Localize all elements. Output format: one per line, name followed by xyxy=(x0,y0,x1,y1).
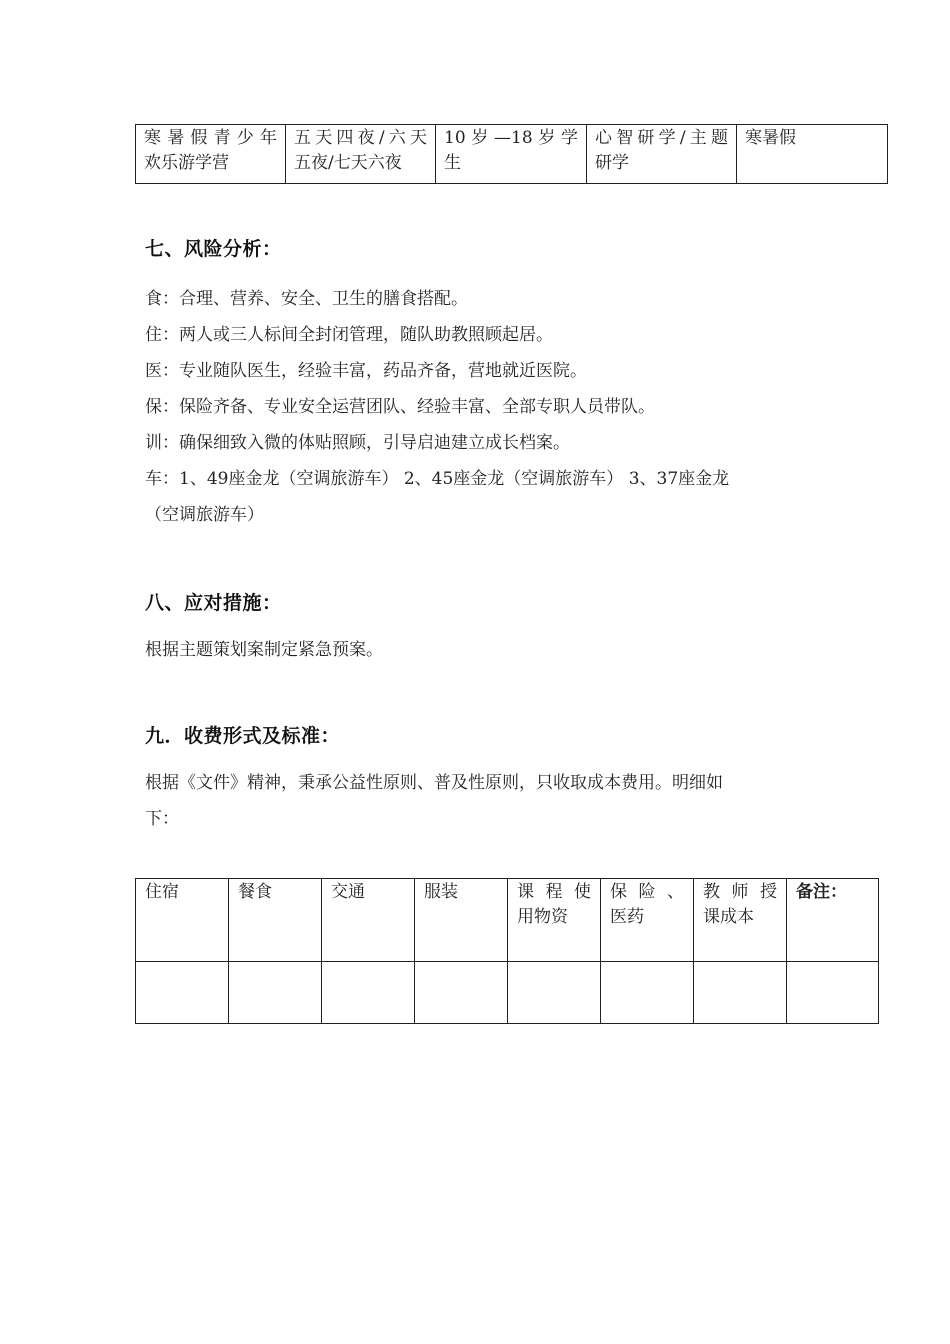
table-cell xyxy=(694,962,787,1024)
cell-line: 医药 xyxy=(610,907,644,927)
cell-line: 教师授 xyxy=(703,882,777,902)
risk-medical-line: 医：专业随队医生，经验丰富，药品齐备，营地就近医院。 xyxy=(145,361,587,381)
cell-line: 服装 xyxy=(424,882,458,902)
cell-line: 欢乐游学营 xyxy=(144,153,229,173)
measures-line: 根据主题策划案制定紧急预案。 xyxy=(145,640,383,660)
table-row xyxy=(136,125,888,184)
cell-line: 寒暑假 xyxy=(745,128,796,148)
table-cell-age xyxy=(436,125,587,184)
risk-lodging-line: 住：两人或三人标间全封闭管理，随队助教照顾起居。 xyxy=(145,325,553,345)
section-7-title: 七、风险分析： xyxy=(145,238,282,260)
risk-food-line: 食：合理、营养、安全、卫生的膳食搭配。 xyxy=(145,289,468,309)
table-cell-theme xyxy=(587,125,737,184)
cell-line: 用物资 xyxy=(517,907,568,927)
cell-line: 寒暑假青少年 xyxy=(144,128,277,148)
section-9-body xyxy=(145,765,805,837)
cell-line: 保险、 xyxy=(610,882,684,902)
cell-line: 五天四夜/六天 xyxy=(294,128,427,148)
cell-line: 餐食 xyxy=(238,882,272,902)
table-cell xyxy=(136,962,229,1024)
cell-line: 研学 xyxy=(595,153,629,173)
section-8-title: 八、应对措施： xyxy=(145,592,282,614)
risk-training-line: 训：确保细致入微的体贴照顾，引导启迪建立成长档案。 xyxy=(145,433,570,453)
cell-line: 生 xyxy=(444,153,461,173)
cell-line: 10岁—18岁学 xyxy=(444,128,578,148)
fee-header-remarks xyxy=(787,879,879,962)
fee-header-insurance xyxy=(601,879,694,962)
fee-header-materials xyxy=(508,879,601,962)
cell-line: 课程使 xyxy=(517,882,591,902)
risk-insurance-line: 保：保险齐备、专业安全运营团队、经验丰富、全部专职人员带队。 xyxy=(145,397,655,417)
fee-header-clothing xyxy=(415,879,508,962)
fee-intro-line: 根据《文件》精神，秉承公益性原则、普及性原则，只收取成本费用。明细如 xyxy=(145,773,723,793)
cell-line: 心智研学/主题 xyxy=(595,128,728,148)
risk-vehicle-line: 车：1、49座金龙（空调旅游车） 2、45座金龙（空调旅游车） 3、37座金龙 xyxy=(145,469,730,489)
cell-line: 五夜/七天六夜 xyxy=(294,153,402,173)
table-cell xyxy=(508,962,601,1024)
fee-header-lodging xyxy=(136,879,229,962)
table-cell-program-name xyxy=(136,125,286,184)
fee-table xyxy=(135,878,879,1024)
table-cell xyxy=(229,962,322,1024)
table-cell xyxy=(322,962,415,1024)
cell-line: 交通 xyxy=(331,882,365,902)
program-table xyxy=(135,124,888,184)
fee-header-transport xyxy=(322,879,415,962)
fee-header-teaching xyxy=(694,879,787,962)
table-cell-season xyxy=(737,125,888,184)
section-7-body xyxy=(145,281,805,533)
table-cell-duration xyxy=(286,125,436,184)
table-cell xyxy=(415,962,508,1024)
cell-line: 课成本 xyxy=(703,907,754,927)
cell-line: 住宿 xyxy=(145,882,179,902)
section-9-title: 九．收费形式及标准： xyxy=(145,725,341,747)
section-8-body xyxy=(145,632,805,668)
table-row xyxy=(136,962,879,1024)
cell-line: 备注： xyxy=(796,882,847,902)
fee-header-meals xyxy=(229,879,322,962)
risk-vehicle-line-cont: （空调旅游车） xyxy=(145,505,264,525)
table-cell xyxy=(787,962,879,1024)
fee-intro-line-cont: 下： xyxy=(145,809,179,829)
table-header-row xyxy=(136,879,879,962)
table-cell xyxy=(601,962,694,1024)
